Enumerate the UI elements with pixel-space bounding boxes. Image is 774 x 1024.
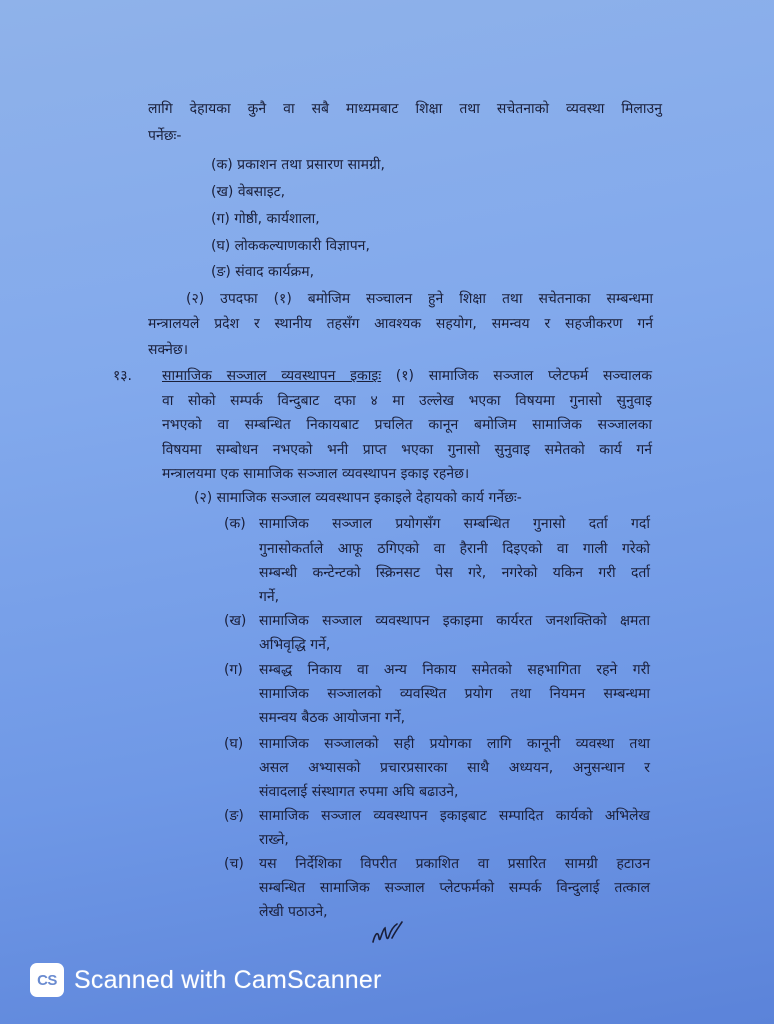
duty-line: समन्वय बैठक आयोजना गर्ने, [259, 710, 406, 726]
duty-marker: (क) [224, 516, 246, 532]
duty-marker: (ख) [224, 613, 247, 629]
camscanner-watermark [30, 962, 382, 998]
section-13-heading: सामाजिक सञ्जाल व्यवस्थापन इकाइः [162, 368, 382, 384]
media-list-item: (घ) लोककल्याणकारी विज्ञापन, [211, 238, 370, 254]
duty-line: सम्बद्ध निकाय वा अन्य निकाय समेतको सहभागिता रहने गरी [259, 662, 650, 678]
subsection-2-line-3: सक्नेछ। [148, 342, 189, 358]
media-list-item: (ग) गोष्ठी, कार्यशाला, [211, 211, 320, 227]
duty-line: गुनासोकर्ताले आफू ठगिएको वा हैरानी दिइएको वा गाली गरेको [259, 541, 650, 557]
section-13-number: १३. [113, 368, 133, 384]
duty-line: अभिवृद्धि गर्ने, [259, 637, 331, 653]
media-list-item: (ङ) संवाद कार्यक्रम, [211, 264, 315, 280]
section-13-line-2: वा सोको सम्पर्क विन्दुबाट दफा ४ मा उल्लेख भएका विषयमा गुनासो सुनुवाइ [162, 393, 652, 409]
duty-line: यस निर्देशिका विपरीत प्रकाशित वा प्रसारित सामग्री हटाउन [259, 856, 650, 872]
section-13-subsection-2: (२) सामाजिक सञ्जाल व्यवस्थापन इकाइले देहायको कार्य गर्नेछः- [194, 490, 522, 506]
duty-marker: (ङ) [224, 808, 244, 824]
section-13-line-1 [162, 366, 652, 386]
duty-line: सामाजिक सञ्जाल व्यवस्थापन इकाइबाट सम्पादित कार्यको अभिलेख [259, 808, 650, 824]
duty-marker: (घ) [224, 736, 244, 752]
section-13-line-5: मन्त्रालयमा एक सामाजिक सञ्जाल व्यवस्थापन इकाइ रहनेछ। [162, 466, 470, 482]
duty-line: सम्बन्धित सामाजिक सञ्जाल प्लेटफर्मको सम्पर्क विन्दुलाई तत्काल [259, 880, 650, 896]
duty-line: सामाजिक सञ्जाल प्रयोगसँग सम्बन्धित गुनासो दर्ता गर्दा [259, 516, 650, 532]
section-13-line-4: विषयमा सम्बोधन नभएको भनी प्राप्त भएका गुनासो सुनुवाइ समेतको कार्य गर्न [162, 442, 652, 458]
media-list-item: (क) प्रकाशन तथा प्रसारण सामग्री, [211, 157, 386, 173]
section-13-line-3: नभएको वा सम्बन्धित निकायबाट प्रचलित कानून बमोजिम सामाजिक सञ्जालका [162, 417, 652, 433]
initials-signature [370, 918, 406, 948]
duty-line: सामाजिक सञ्जालको सही प्रयोगका लागि कानूनी व्यवस्था तथा [259, 736, 650, 752]
camscanner-text: Scanned with CamScanner [74, 965, 382, 994]
duty-line: सामाजिक सञ्जालको व्यवस्थित प्रयोग तथा नियमन सम्बन्धमा [259, 686, 650, 702]
subsection-2-line-1: (२) उपदफा (१) बमोजिम सञ्चालन हुने शिक्षा तथा सचेतनाका सम्बन्धमा [186, 291, 653, 307]
duty-marker: (च) [224, 856, 244, 872]
duty-line: सामाजिक सञ्जाल व्यवस्थापन इकाइमा कार्यरत जनशक्तिको क्षमता [259, 613, 650, 629]
duty-line: राख्ने, [259, 832, 289, 848]
camscanner-logo-icon: CS [30, 963, 64, 997]
section-13-line-1-text: (१) सामाजिक सञ्जाल प्लेटफर्म सञ्चालक [381, 368, 652, 384]
media-list-item: (ख) वेबसाइट, [211, 184, 286, 200]
duty-line: संवादलाई संस्थागत रुपमा अघि बढाउने, [259, 784, 459, 800]
duty-line: सम्बन्धी कन्टेन्टको स्क्रिनसट पेस गरे, नगरेको यकिन गरी दर्ता [259, 565, 650, 581]
duty-line: लेखी पठाउने, [259, 904, 328, 920]
duty-line: गर्ने, [259, 589, 280, 605]
duty-line: असल अभ्यासको प्रचारप्रसारका साथै अध्ययन, अनुसन्धान र [259, 760, 650, 776]
subsection-2-line-2: मन्त्रालयले प्रदेश र स्थानीय तहसँग आवश्यक सहयोग, समन्वय र सहजीकरण गर्न [148, 316, 653, 332]
intro-line-2: पर्नेछः- [148, 128, 182, 144]
duty-marker: (ग) [224, 662, 243, 678]
intro-line-1: लागि देहायका कुनै वा सबै माध्यमबाट शिक्षा तथा सचेतनाको व्यवस्था मिलाउनु [148, 101, 662, 117]
